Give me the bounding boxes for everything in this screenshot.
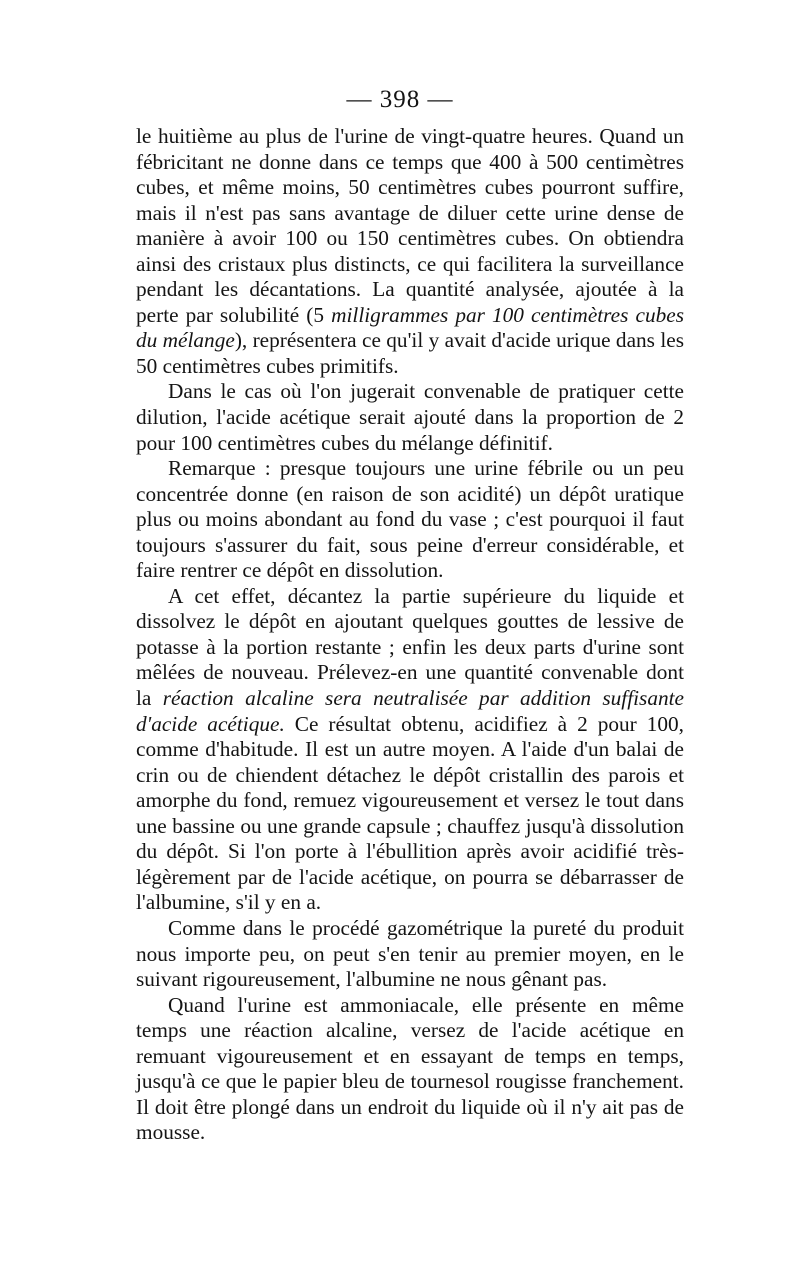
paragraph-1	[136, 124, 684, 379]
text-run: A cet effet, décantez la partie supérieure du liquide et dissolvez le dépôt en ajoutant quelques gouttes de lessive de potasse à la portion restante ; enfin les deux parts d'urine sont mêlées de nouveau. Prélevez-en une quantité convenable dont la	[136, 583, 684, 711]
italic-text-run: milligrammes par 100 centimètres cubes du mélange	[136, 302, 684, 353]
paragraph-6	[136, 993, 684, 1146]
paragraph-4	[136, 584, 684, 916]
text-run: le huitième au plus de l'urine de vingt-quatre heures. Quand un fébricitant ne donne dans ce temps que 400 à 500 centimètres cubes, et même moins, 50 centimètres cubes pourront suffire, mais il n'est pas sans avantage de diluer cette urine dense de manière à avoir 100 ou 150 centimètres cubes. On obtiendra ainsi des cristaux plus distincts, ce qui facilitera la surveillance pendant les décantations. La quantité analysée, ajoutée à la perte par solubilité (5	[136, 124, 684, 327]
text-run: ), représentera ce qu'il y avait d'acide urique dans les 50 centimètres cubes primitifs.	[136, 328, 684, 378]
text-run: Quand l'urine est ammoniacale, elle présente en même temps une réaction alcaline, versez de l'acide acétique en remuant vigoureusement et en essayant de temps en temps, jusqu'à ce que le papier bleu de tournesol rougisse franchement. Il doit être plongé dans un endroit du liquide où il n'y ait pas de mousse.	[136, 992, 684, 1145]
paragraph-3	[136, 456, 684, 584]
text-run: Dans le cas où l'on jugerait convenable de pratiquer cette dilution, l'acide acétique serait ajouté dans la proportion de 2 pour 100 centimètres cubes du mélange définitif.	[136, 379, 684, 455]
text-run: Remarque : presque toujours une urine fébrile ou un peu concentrée donne (en raison de son acidité) un dépôt uratique plus ou moins abondant au fond du vase ; c'est pourquoi il faut toujours s'assurer du fait, sous peine d'erreur considérable, et faire rentrer ce dépôt en dissolution.	[136, 456, 684, 583]
paragraph-2	[136, 379, 684, 456]
text-run: Ce résultat obtenu, acidifiez à 2 pour 100, comme d'habitude. Il est un autre moyen. A l'aide d'un balai de crin ou de chiendent détachez le dépôt cristallin des parois et amorphe du fond, remuez vigoureusement et versez le tout dans une bassine ou une grande capsule ; chauffez jusqu'à dissolution du dépôt. Si l'on porte à l'ébullition après avoir acidifié très-légèrement par de l'acide acétique, on pourra se débarrasser de l'albumine, s'il y en a.	[136, 711, 685, 915]
paragraph-5	[136, 916, 684, 993]
body-text	[136, 124, 684, 1146]
page-number: — 398 —	[346, 86, 454, 113]
italic-text-run: réaction alcaline sera neutralisée par addition suffisante d'acide acétique.	[136, 686, 684, 736]
text-run: Comme dans le procédé gazométrique la pureté du produit nous importe peu, on peut s'en tenir au premier moyen, en le suivant rigoureusement, l'albumine ne nous gênant pas.	[136, 915, 684, 992]
